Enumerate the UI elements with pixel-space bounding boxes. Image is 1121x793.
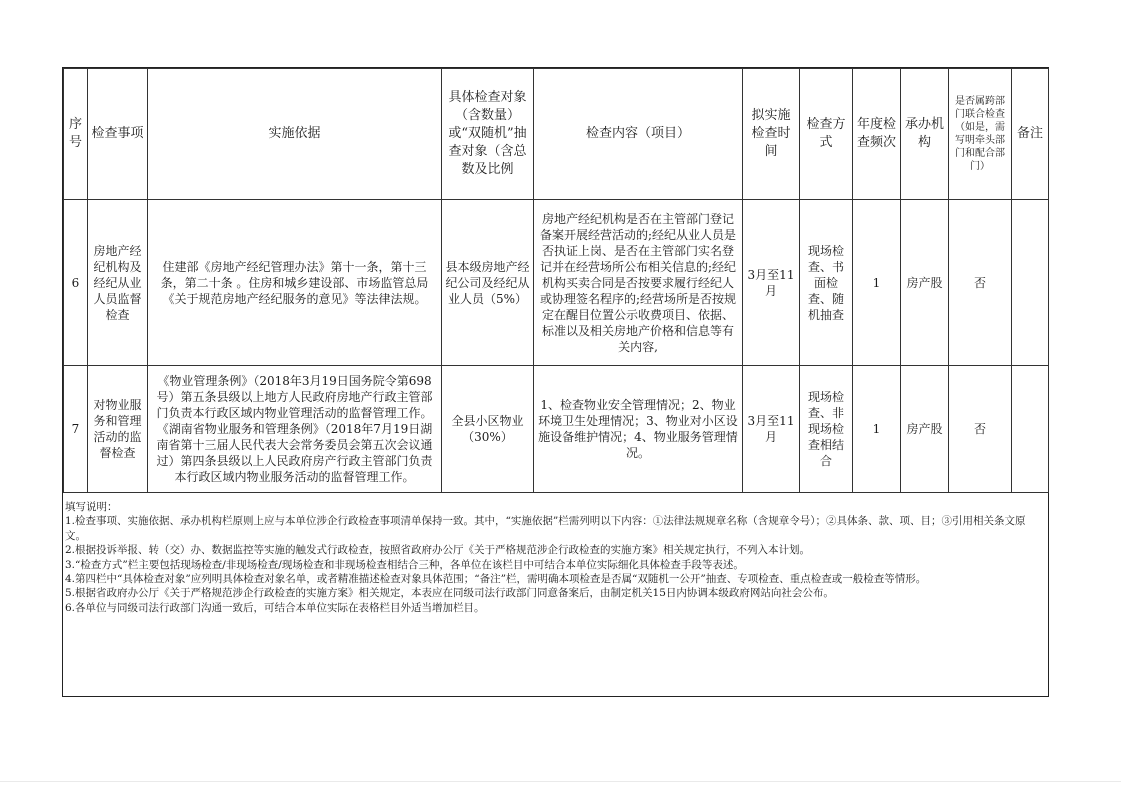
row-object: 全县小区物业（30%） [442, 366, 534, 493]
notes-title: 填写说明： [65, 501, 118, 513]
table-row [64, 200, 1049, 366]
row-content: 1、检查物业安全管理情况；2、物业环境卫生处理情况；3、物业对小区设施设备维护情况；4、物业服务管理情况。 [534, 366, 743, 493]
header-row [64, 69, 1049, 200]
inspection-plan-sheet [62, 67, 1049, 697]
row-seq: 6 [64, 200, 88, 366]
note-2: 2.根据投诉举报、转（交）办、数据监控等实施的触发式行政检查，按照省政府办公厅《关于严格规范涉企行政检查的实施方案》相关规定执行，不列入本计划。 [65, 544, 811, 557]
table-row [64, 366, 1049, 493]
note-3: 3.“检查方式”栏主要包括现场检查/非现场检查/现场检查和非现场检查相结合三种，各单位在该栏目中可结合本单位实际细化具体检查手段等表述。 [65, 558, 744, 571]
row-joint: 否 [949, 200, 1012, 366]
row-item: 房地产经纪机构及经纪从业人员监督检查 [88, 200, 148, 366]
row-freq: 1 [853, 366, 901, 493]
filling-instructions [65, 500, 1045, 615]
row-basis: 《物业管理条例》（2018年3月19日国务院令第698号）第五条县级以上地方人民政府房地产行政主管部门负责本行政区域内物业管理活动的监督管理工作。《湖南省物业服务和管理条例》（2018年7月19日湖南省第十三届人民代表大会常务委员会第五次会议通过）第四条县级以上人民政府房产行政主管部门负责本行政区域内物业服务活动的监督管理工作。 [148, 366, 442, 493]
row-time: 3月至11月 [743, 200, 800, 366]
row-remark [1012, 200, 1049, 366]
row-item: 对物业服务和管理活动的监督检查 [88, 366, 148, 493]
header-content: 检查内容（项目） [534, 69, 743, 200]
row-joint: 否 [949, 366, 1012, 493]
note-5: 5.根据省政府办公厅《关于严格规范涉企行政检查的实施方案》相关规定，本表应在同级司法行政部门同意备案后，由制定机关15日内协调本级政府网站向社会公布。 [65, 587, 834, 600]
row-freq: 1 [853, 200, 901, 366]
header-basis: 实施依据 [148, 69, 442, 200]
header-org: 承办机构 [901, 69, 949, 200]
header-method: 检查方式 [800, 69, 853, 200]
row-basis: 住建部《房地产经纪管理办法》第十一条，第十三条，第二十条 。住房和城乡建设部、市场监管总局《关于规范房地产经纪服务的意见》等法律法规。 [148, 200, 442, 366]
inspection-table [63, 68, 1049, 493]
header-item: 检查事项 [88, 69, 148, 200]
header-freq: 年度检查频次 [853, 69, 901, 200]
header-remark: 备注 [1012, 69, 1049, 200]
row-object: 县本级房地产经纪公司及经纪从业人员（5%） [442, 200, 534, 366]
row-method: 现场检查、非现场检查相结合 [800, 366, 853, 493]
header-object: 具体检查对象（含数量）或“双随机”抽查对象（含总数及比例 [442, 69, 534, 200]
row-content: 房地产经纪机构是否在主管部门登记备案开展经营活动的;经纪从业人员是否执证上岗、是否在主管部门实名登记并在经营场所公布相关信息的;经纪机构买卖合同是否按要求履行经纪人或协理签名程序的;经营场所是否按规定在醒目位置公示收费项目、依据、标准以及相关房地产价格和信息等有关内容, [534, 200, 743, 366]
row-org: 房产股 [901, 366, 949, 493]
note-1: 1.检查事项、实施依据、承办机构栏原则上应与本单位涉企行政检查事项清单保持一致。其中，“实施依据”栏需列明以下内容：①法律法规规章名称（含规章令号）；②具体条、款、项、目；③引用相关条文原文。 [65, 515, 1026, 542]
row-time: 3月至11月 [743, 366, 800, 493]
header-time: 拟实施检查时间 [743, 69, 800, 200]
scan-edge-divider [0, 781, 1121, 782]
note-6: 6.各单位与同级司法行政部门沟通一致后，可结合本单位实际在表格栏目外适当增加栏目。 [65, 601, 485, 614]
row-org: 房产股 [901, 200, 949, 366]
row-remark [1012, 366, 1049, 493]
row-seq: 7 [64, 366, 88, 493]
header-joint: 是否属跨部门联合检查（如是，需写明牵头部门和配合部门） [949, 69, 1012, 200]
row-method: 现场检查、书面检查、随机抽查 [800, 200, 853, 366]
note-4: 4.第四栏中“具体检查对象”应列明具体检查对象名单，或者精准描述检查对象具体范围；“备注”栏，需明确本项检查是否属“双随机一公开”抽查、专项检查、重点检查或一般检查等情形。 [65, 573, 927, 586]
header-seq: 序号 [64, 69, 88, 200]
